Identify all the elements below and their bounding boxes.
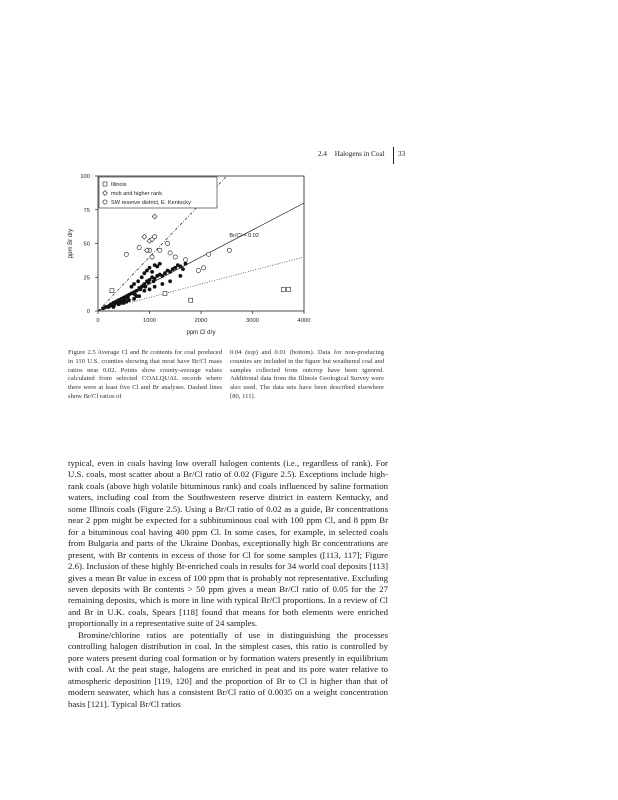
data-point	[207, 252, 211, 256]
data-point	[142, 234, 147, 239]
data-point	[189, 298, 193, 302]
data-point	[201, 266, 205, 270]
x-tick-label: 1000	[143, 318, 156, 324]
legend-label: SW reserve district, E. Kentucky	[111, 200, 191, 206]
data-point	[158, 248, 162, 252]
data-point	[119, 301, 123, 305]
data-point	[137, 245, 141, 249]
data-point	[179, 274, 183, 278]
y-tick-label: 0	[86, 309, 90, 315]
data-point	[150, 270, 154, 274]
data-point	[168, 279, 172, 283]
data-point	[163, 291, 167, 295]
data-point	[183, 258, 187, 262]
data-point	[173, 255, 177, 259]
figure-caption-left: Figure 2.5 Average Cl and Br contents for coal produced in 110 U.S. counties showing that most have Br/Cl mass ratios near 0.02. Points show county-average values calculated from selected COALQUAL records where there were at least five Cl and Br analyses. Dashed lines show Br/Cl ratios of	[68, 349, 222, 400]
data-point	[148, 266, 152, 270]
data-point	[150, 255, 154, 259]
body-text	[68, 458, 388, 710]
data-point	[140, 275, 144, 279]
data-point	[132, 282, 136, 286]
header-divider	[393, 147, 394, 164]
ratio-line	[98, 257, 304, 311]
data-point	[287, 287, 291, 291]
ratio-annotation: Br/Cl = 0.02	[229, 232, 260, 239]
y-tick-label: 25	[83, 275, 90, 282]
scatter-chart	[52, 168, 320, 346]
y-axis-label: ppm Br dry	[68, 228, 74, 259]
plot-area	[80, 95, 310, 324]
data-point	[124, 300, 128, 304]
legend-marker	[103, 200, 107, 204]
data-point	[142, 289, 146, 293]
data-point	[135, 294, 139, 298]
data-point	[168, 251, 172, 255]
legend-marker	[103, 182, 107, 186]
data-point	[184, 262, 188, 266]
data-point	[196, 268, 200, 272]
data-point	[112, 305, 116, 309]
data-point	[148, 288, 152, 292]
data-point	[152, 214, 157, 219]
data-point	[227, 248, 231, 252]
figure-caption-right: 0.04 (top) and 0.01 (bottom). Data for non-producing counties are included in the figure but weathered coal and samples collected from outcrop have been ignored. Additional data from the Illinois Geological Survey were also used. The data sets have been described elsewhere [80, 111].	[230, 349, 384, 400]
paragraph: typical, even in coals having low overall halogen contents (i.e., regardless of rank). For U.S. coals, most scatter about a Br/Cl ratio of 0.02 (Figure 2.5). Exceptions include high-rank coals (above high volatile bituminous rank) and coals influenced by saline formation waters, including coal from the Southwestern reserve district in eastern Kentucky, and some Illinois coals (Figure 2.5). Using a Br/Cl ratio of 0.02 as a guide, Br concentrations near 2 ppm might be expected for a subbituminous coal with 100 ppm Cl, and 8 ppm Br for a bituminous coal having 400 ppm Cl. In some cases, for example, in selected coals from Bulgaria and parts of the Ukraine Donbas, exceptionally high Br concentrations are present, with Br contents in excess of those for Cl for some samples ([113, 117]; Figure 2.6). Inclusion of these highly Br-enriched coals in results for 34 world coal deposits [113] gives a mean Br value in excess of 100 ppm that is probably not representative. Excluding seven deposits with Br contents > 50 ppm gives a mean Br/Cl ratio of 0.05 for the 27 remaining deposits, which is more in line with typical Br/Cl proportions. In a review of Cl and Br in U.K. coals, Spears [118] found that means for both elements were enriched proportionally in a representative suite of 24 samples.	[68, 458, 388, 629]
x-axis-label: ppm Cl dry	[186, 330, 216, 336]
legend-label: Illinois	[111, 182, 127, 188]
data-point	[110, 289, 114, 293]
legend-label: mvb and higher rank	[111, 191, 162, 197]
data-point	[153, 285, 157, 289]
y-tick-label: 100	[80, 174, 90, 180]
running-head	[318, 150, 385, 158]
section-number: 2.4	[318, 150, 327, 158]
data-point	[181, 267, 185, 271]
x-tick-label: 0	[96, 318, 100, 324]
data-point	[160, 282, 164, 286]
chart-legend	[99, 177, 217, 208]
data-point	[124, 252, 128, 256]
y-tick-label: 50	[83, 241, 90, 248]
x-tick-label: 2000	[194, 318, 208, 324]
x-tick-label: 3000	[246, 318, 259, 324]
y-tick-label: 75	[83, 207, 90, 214]
data-point	[143, 285, 147, 289]
page-number: 33	[398, 150, 406, 158]
data-point	[281, 287, 285, 291]
data-point	[165, 241, 169, 245]
data-point	[158, 262, 162, 266]
x-tick-label: 4000	[297, 318, 311, 324]
section-title: Halogens in Coal	[334, 150, 385, 158]
paragraph: Bromine/chlorine ratios are potentially of use in distinguishing the processes controlling halogen distribution in coal. In the simplest cases, this ratio is controlled by pore waters present during coal formation or by formation waters presently in equilibrium with coal. At the peat stage, halogens are enriched in peat and its pore water relative to atmospheric deposition [119, 120] and the proportion of Br to Cl is higher than that of modern seawater, which has a consistent Br/Cl ratio of 0.0035 on a weight concentration basis [121]. Typical Br/Cl ratios	[68, 629, 388, 709]
data-point	[136, 279, 140, 283]
